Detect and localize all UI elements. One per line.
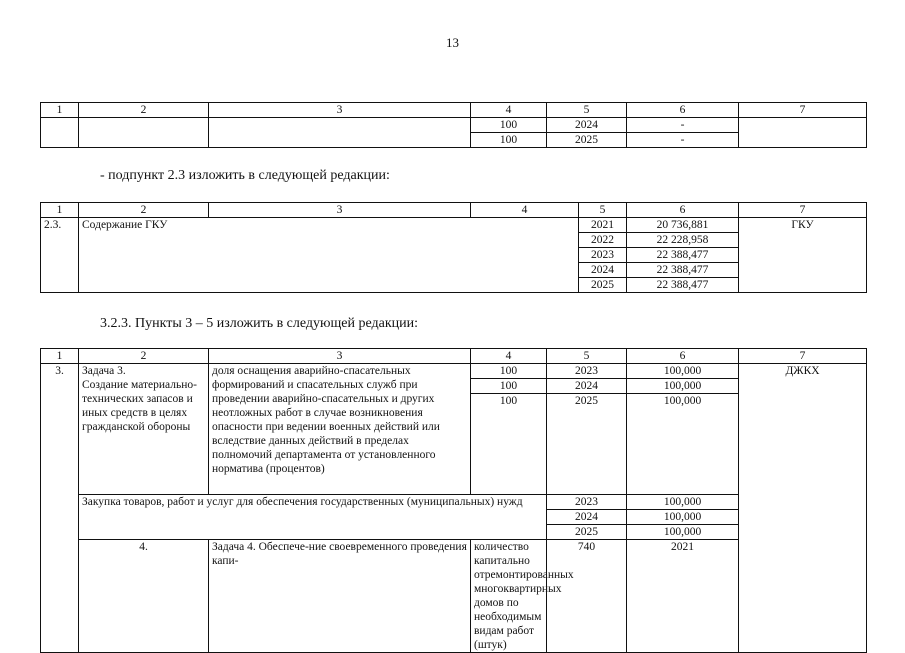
header-cell: 7 (739, 103, 867, 118)
header-cell: 2 (79, 103, 209, 118)
paragraph-subpoint: - подпункт 2.3 изложить в следующей редакции: (100, 168, 390, 183)
table-cell (209, 118, 471, 148)
value-cell: 100 (471, 118, 547, 133)
header-cell: 3 (209, 203, 471, 218)
amount-cell: 100,000 (627, 495, 739, 510)
exec-cell (739, 118, 867, 148)
value-cell: 100 (471, 364, 547, 379)
year-cell: 2023 (547, 495, 627, 510)
header-cell: 5 (547, 103, 627, 118)
header-cell: 2 (79, 203, 209, 218)
value-cell: 100 (471, 133, 547, 148)
amount-cell: 100,000 (627, 379, 739, 394)
header-cell: 7 (739, 349, 867, 364)
year-cell: 2025 (547, 394, 627, 495)
header-cell: 3 (209, 349, 471, 364)
year-cell: 2024 (547, 118, 627, 133)
header-cell: 4 (471, 349, 547, 364)
task-name: Задача 4. Обеспече-ние своевременного проведения капи- (209, 540, 471, 653)
year-cell: 2025 (547, 525, 627, 540)
header-cell: 7 (739, 203, 867, 218)
year-cell: 2025 (547, 133, 627, 148)
header-cell: 4 (471, 103, 547, 118)
amount-cell: 22 388,477 (627, 248, 739, 263)
year-cell: 2024 (579, 263, 627, 278)
table-header-row (41, 103, 867, 118)
paragraph-points: 3.2.3. Пункты 3 – 5 изложить в следующей редакции: (100, 316, 419, 331)
year-cell: 2021 (627, 540, 739, 653)
header-cell: 2 (79, 349, 209, 364)
amount-cell: 100,000 (627, 525, 739, 540)
year-cell: 2024 (547, 510, 627, 525)
amount-cell: 100,000 (627, 394, 739, 495)
header-cell: 1 (41, 349, 79, 364)
amount-cell: 22 388,477 (627, 278, 739, 293)
item-name: Содержание ГКУ (79, 218, 579, 293)
table-row (41, 118, 867, 133)
year-cell: 2023 (547, 364, 627, 379)
amount-cell: 100,000 (627, 510, 739, 525)
indicator-cell: доля оснащения аварийно-спасательных формирований и спасательных служб при проведении аварийно-спасательных и других неотложных работ в случае возникновения опасности при ведении военных действий или вследствие данных действий в пределах полномочий департамента от установленного норматива (процентов) (209, 364, 471, 495)
value-cell: 100 (471, 394, 547, 495)
year-cell: 2023 (579, 248, 627, 263)
header-cell: 6 (627, 103, 739, 118)
year-cell: 2025 (579, 278, 627, 293)
item-number: 4. (79, 540, 209, 653)
table-row (41, 218, 867, 233)
table-cell (79, 118, 209, 148)
indicator-cell: количество капитально отремонтированных многоквартирных домов по необходимым видам работ (штук) (471, 540, 547, 653)
header-cell: 6 (627, 349, 739, 364)
year-cell: 2024 (547, 379, 627, 394)
table-points-3-5 (40, 348, 867, 653)
year-cell: 2022 (579, 233, 627, 248)
year-cell: 2021 (579, 218, 627, 233)
executor-cell: ГКУ (739, 218, 867, 293)
amount-cell: 22 228,958 (627, 233, 739, 248)
amount-cell: 100,000 (627, 364, 739, 379)
item-number: 3. (41, 364, 79, 653)
header-cell: 1 (41, 203, 79, 218)
header-cell: 3 (209, 103, 471, 118)
value-cell: 740 (547, 540, 627, 653)
executor-cell: ДЖКХ (739, 364, 867, 653)
table-subpoint-2-3 (40, 202, 867, 293)
table-continuation (40, 102, 867, 148)
header-cell: 1 (41, 103, 79, 118)
table-header-row (41, 349, 867, 364)
amount-cell: - (627, 133, 739, 148)
header-cell: 5 (547, 349, 627, 364)
table-cell (41, 118, 79, 148)
amount-cell: 20 736,881 (627, 218, 739, 233)
task-name (79, 364, 209, 495)
header-cell: 6 (627, 203, 739, 218)
header-cell: 5 (579, 203, 627, 218)
purchase-label: Закупка товаров, работ и услуг для обеспечения государственных (муниципальных) нужд (79, 495, 547, 540)
value-cell: 100 (471, 379, 547, 394)
task-name-text: Задача 3. Создание материально-технических запасов и иных средств в целях гражданской обороны (82, 365, 197, 433)
item-number: 2.3. (41, 218, 79, 293)
table-header-row (41, 203, 867, 218)
amount-cell: - (627, 118, 739, 133)
amount-cell: 22 388,477 (627, 263, 739, 278)
table-row (41, 364, 867, 379)
page-number: 13 (446, 35, 459, 50)
header-cell: 4 (471, 203, 579, 218)
